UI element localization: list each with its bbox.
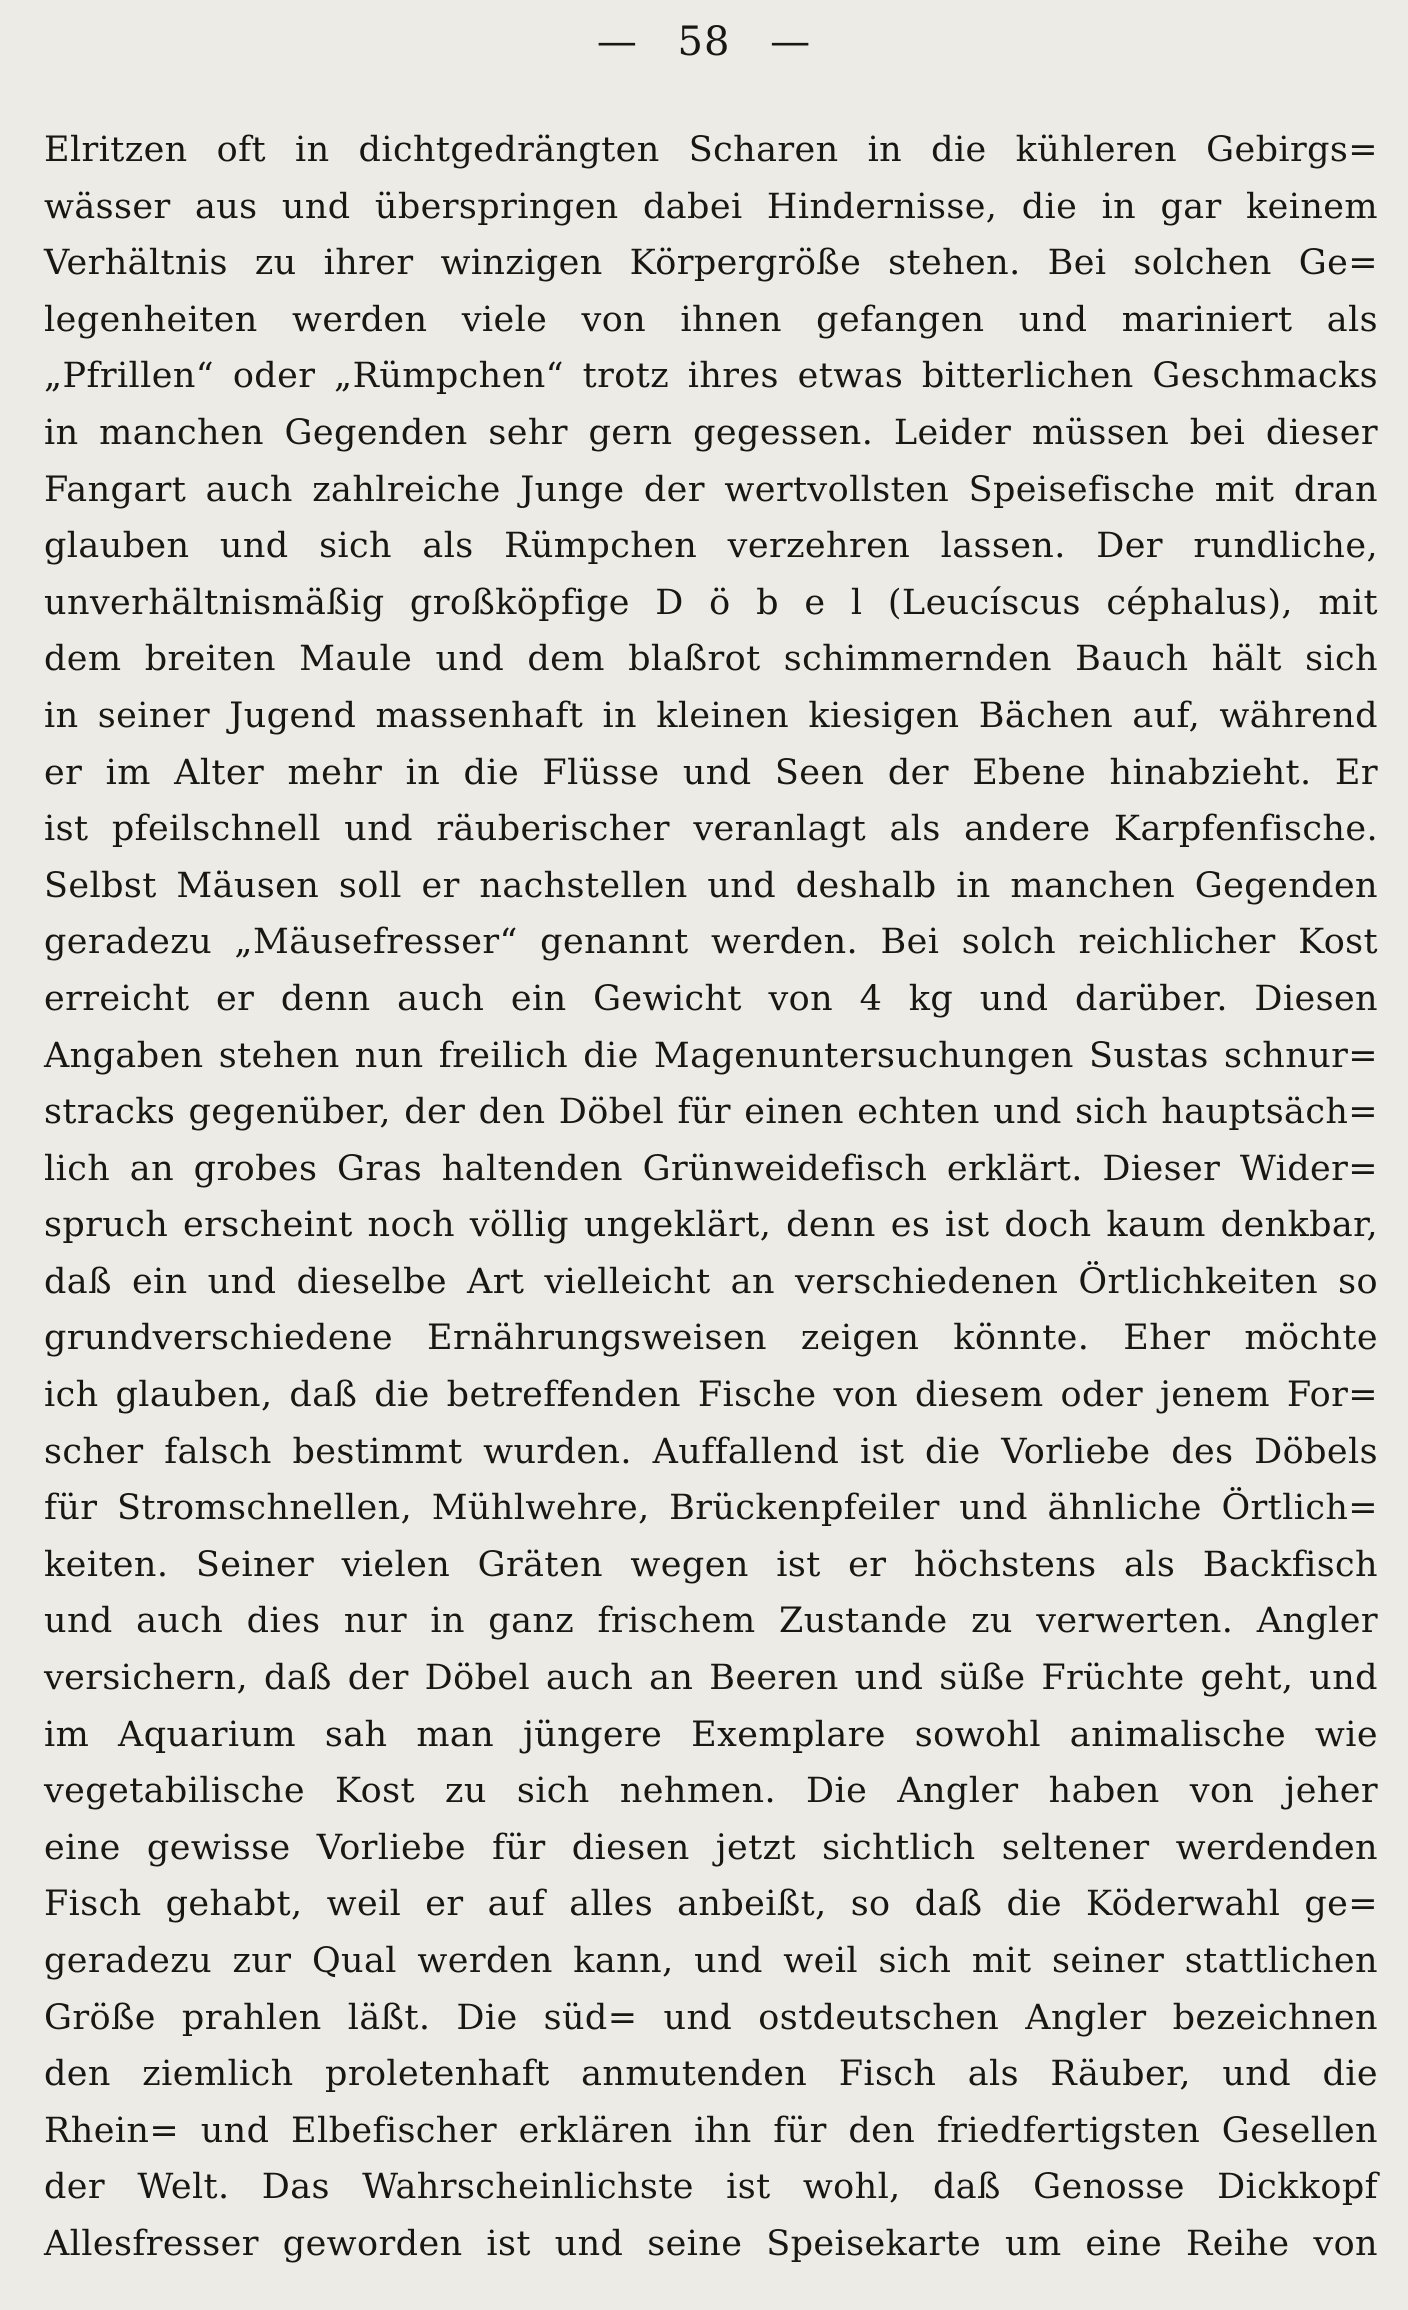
text-line: ich glauben, daß die betreffenden Fische von diesem oder jenem For= bbox=[44, 1375, 1378, 1416]
text-line: geradezu „Mäusefresser“ genannt werden. Bei solch reichlicher Kost bbox=[44, 922, 1378, 963]
text-line: im Aquarium sah man jüngere Exemplare sowohl animalische wie bbox=[44, 1714, 1378, 1755]
header-dash-left: — bbox=[596, 19, 638, 65]
page-header bbox=[0, 14, 1408, 70]
text-line: wässer aus und überspringen dabei Hindernisse, die in gar keinem bbox=[44, 186, 1378, 227]
text-line: glauben und sich als Rümpchen verzehren lassen. Der rundliche, bbox=[44, 526, 1378, 567]
body-text bbox=[44, 122, 1378, 2273]
text-line: und auch dies nur in ganz frischem Zustande zu verwerten. Angler bbox=[44, 1601, 1378, 1642]
text-line: für Stromschnellen, Mühlwehre, Brückenpfeiler und ähnliche Örtlich= bbox=[44, 1488, 1378, 1529]
text-line: daß ein und dieselbe Art vielleicht an verschiedenen Örtlichkeiten so bbox=[44, 1261, 1378, 1302]
text-line: ist pfeilschnell und räuberischer veranlagt als andere Karpfenfische. bbox=[44, 809, 1378, 850]
text-line: Elritzen oft in dichtgedrängten Scharen in die kühleren Gebirgs= bbox=[44, 130, 1378, 170]
text-line: Angaben stehen nun freilich die Magenuntersuchungen Sustas schnur= bbox=[44, 1035, 1378, 1076]
text-line: Fisch gehabt, weil er auf alles anbeißt, so daß die Köderwahl ge= bbox=[44, 1884, 1378, 1925]
text-line: eine gewisse Vorliebe für diesen jetzt sichtlich seltener werdenden bbox=[44, 1827, 1378, 1868]
text-line: in seiner Jugend massenhaft in kleinen kiesigen Bächen auf, während bbox=[44, 695, 1378, 736]
text-line: geradezu zur Qual werden kann, und weil sich mit seiner stattlichen bbox=[44, 1941, 1378, 1981]
text-line: den ziemlich proletenhaft anmutenden Fisch als Räuber, und die bbox=[44, 2054, 1378, 2095]
page-number: 58 bbox=[677, 19, 731, 65]
text-line: in manchen Gegenden sehr gern gegessen. Leider müssen bei dieser bbox=[44, 412, 1378, 453]
text-line: vegetabilische Kost zu sich nehmen. Die Angler haben von jeher bbox=[44, 1771, 1378, 1812]
text-line: spruch erscheint noch völlig ungeklärt, denn es ist doch kaum denkbar, bbox=[44, 1205, 1378, 1246]
text-line: legenheiten werden viele von ihnen gefangen und mariniert als bbox=[44, 299, 1378, 340]
text-line: Allesfresser geworden ist und seine Speisekarte um eine Reihe von bbox=[44, 2223, 1378, 2264]
text-line: unverhältnismäßig großköpfige D ö b e l (Leucíscus céphalus), mit bbox=[44, 582, 1378, 623]
header-dash-right: — bbox=[770, 19, 812, 65]
text-line: Größe prahlen läßt. Die süd= und ostdeutschen Angler bezeichnen bbox=[44, 1997, 1378, 2038]
text-line: Fangart auch zahlreiche Junge der wertvollsten Speisefische mit dran bbox=[44, 469, 1378, 510]
text-line: scher falsch bestimmt wurden. Auffallend ist die Vorliebe des Döbels bbox=[44, 1431, 1378, 1472]
text-line: lich an grobes Gras haltenden Grünweidefisch erklärt. Dieser Wider= bbox=[44, 1148, 1378, 1189]
text-line: dem breiten Maule und dem blaßrot schimmernden Bauch hält sich bbox=[44, 639, 1378, 680]
text-line: er im Alter mehr in die Flüsse und Seen der Ebene hinabzieht. Er bbox=[44, 752, 1378, 793]
text-line: der Welt. Das Wahrscheinlichste ist wohl, daß Genosse Dickkopf bbox=[44, 2167, 1378, 2208]
text-line: erreicht er denn auch ein Gewicht von 4 kg und darüber. Diesen bbox=[44, 978, 1378, 1019]
text-line: versichern, daß der Döbel auch an Beeren und süße Früchte geht, und bbox=[44, 1658, 1378, 1699]
text-line: Selbst Mäusen soll er nachstellen und deshalb in manchen Gegenden bbox=[44, 865, 1378, 906]
text-line: Verhältnis zu ihrer winzigen Körpergröße stehen. Bei solchen Ge= bbox=[44, 243, 1378, 284]
text-line: stracks gegenüber, der den Döbel für einen echten und sich hauptsäch= bbox=[44, 1092, 1378, 1133]
text-line: „Pfrillen“ oder „Rümpchen“ trotz ihres etwas bitterlichen Geschmacks bbox=[44, 356, 1378, 397]
text-line: keiten. Seiner vielen Gräten wegen ist er höchstens als Backfisch bbox=[44, 1544, 1378, 1585]
text-line: Rhein= und Elbefischer erklären ihn für den friedfertigsten Gesellen bbox=[44, 2110, 1378, 2151]
text-line: grundverschiedene Ernährungsweisen zeigen könnte. Eher möchte bbox=[44, 1318, 1378, 1359]
